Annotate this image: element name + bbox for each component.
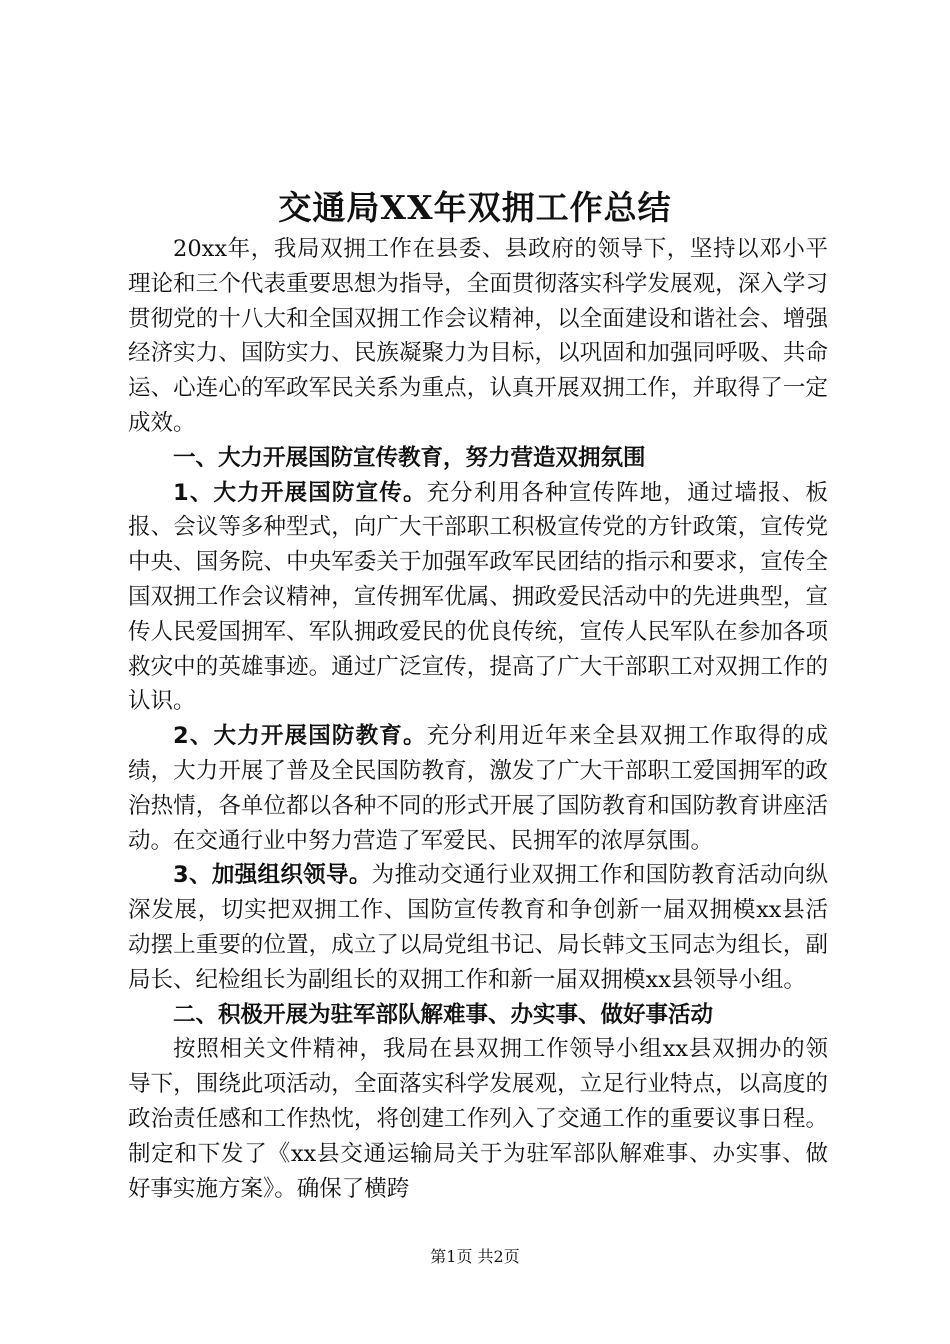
- intro-paragraph: 20xx年，我局双拥工作在县委、县政府的领导下，坚持以邓小平理论和三个代表重要思想为指导，全面贯彻落实科学发展观，深入学习贯彻党的十八大和全国双拥工作会议精神，以全面建设和谐社会、增强经济实力、国防实力、民族凝聚力为目标，以巩固和加强同呼吸、共命运、心连心的军政军民关系为重点，认真开展双拥工作，并取得了一定成效。: [128, 236, 828, 436]
- page-indicator: 第1页 共2页: [430, 1247, 520, 1266]
- item-text-2: 充分利用近年来全县双拥工作取得的成绩，大力开展了普及全民国防教育，激发了广大干部职工爱国拥军的政治热情，各单位都以各种不同的形式开展了国防教育和国防教育讲座活动。在交通行业中努力营造了军爱民、民拥军的浓厚氛围。: [128, 723, 828, 854]
- document-title: 交通局XX年双拥工作总结: [278, 188, 672, 227]
- document-body: [128, 232, 828, 1206]
- item-text-3: 为推动交通行业双拥工作和国防教育活动向纵深发展，切实把双拥工作、国防宣传教育和争创新一届双拥模xx县活动摆上重要的位置，成立了以局党组书记、局长韩文玉同志为组长，副局长、纪检组长为副组长的双拥工作和新一届双拥模xx县领导小组。: [128, 862, 828, 993]
- section2-paragraph: 按照相关文件精神，我局在县双拥工作领导小组xx县双拥办的领导下，围绕此项活动，全面落实科学发展观，立足行业特点，以高度的政治责任感和工作热忱，将创建工作列入了交通工作的重要议事日程。制定和下发了《xx县交通运输局关于为驻军部队解难事、办实事、做好事实施方案》。确保了横跨: [128, 1036, 828, 1202]
- section-heading-1: 一、大力开展国防宣传教育，努力营造双拥氛围: [173, 444, 646, 471]
- item-lead-3: 3、加强组织领导。: [173, 862, 372, 889]
- item-paragraph-2: [128, 719, 828, 858]
- item-lead-2: 2、大力开展国防教育。: [173, 723, 427, 750]
- item-text-1: 充分利用各种宣传阵地，通过墙报、板报、会议等多种型式，向广大干部职工积极宣传党的方针政策，宣传党中央、国务院、中央军委关于加强军政军民团结的指示和要求，宣传全国双拥工作会议精神，宣传拥军优属、拥政爱民活动中的先进典型，宣传人民爱国拥军、军队拥政爱民的优良传统，宣传人民军队在参加各项救灾中的英雄事迹。通过广泛宣传，提高了广大干部职工对双拥工作的认识。: [128, 479, 828, 715]
- item-lead-1: 1、大力开展国防宣传。: [173, 479, 427, 506]
- section-heading-2: 二、积极开展为驻军部队解难事、办实事、做好事活动: [173, 1001, 714, 1028]
- item-paragraph-1: [128, 476, 828, 720]
- item-paragraph-3: [128, 858, 828, 997]
